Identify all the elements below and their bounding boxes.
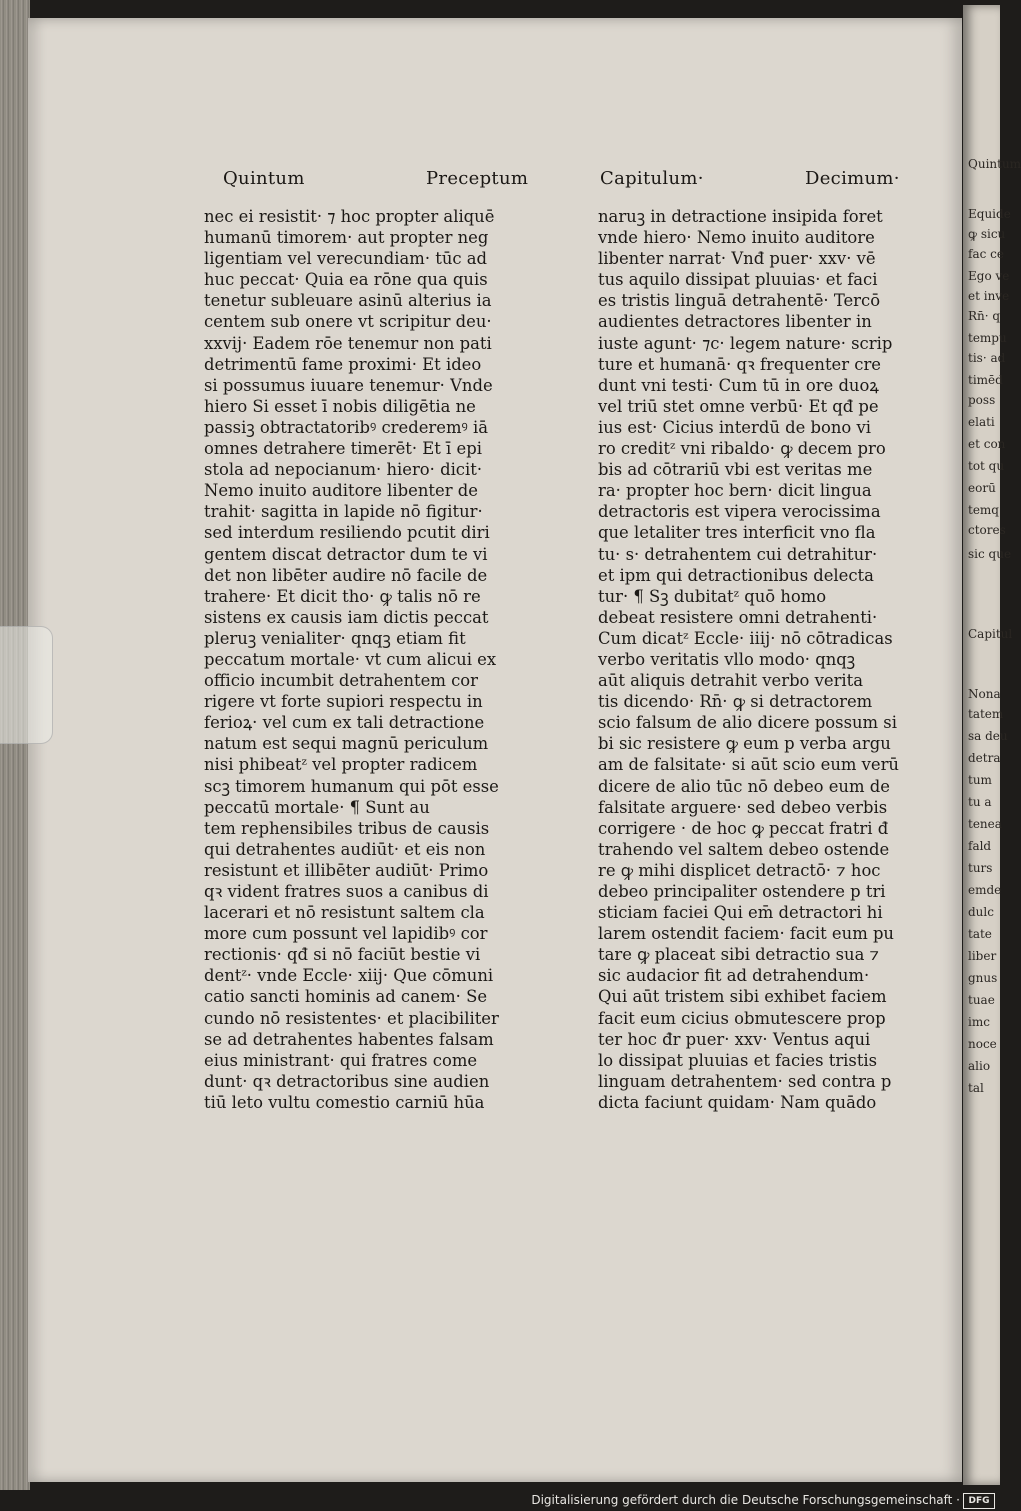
next-page-fragment: Rn̄· q — [968, 309, 1001, 323]
next-page-fragment: tatem — [968, 707, 1004, 721]
text-line: tur· ¶ Sꝫ dubitatᶻ quō homo — [598, 586, 827, 606]
next-page-fragment: noce — [968, 1037, 997, 1051]
text-line: re ꝙ mihi displicet detractō· ⁊ hoc — [598, 860, 881, 880]
next-page-fragment: ctores — [968, 523, 1006, 537]
text-line: linguam detrahentem· sed contra p — [598, 1071, 892, 1091]
next-page-fragment: Capitul — [968, 627, 1013, 641]
text-line: nec ei resistit· ⁊ hoc propter aliquē — [204, 207, 495, 226]
text-line: se ad detrahentes habentes falsam — [204, 1029, 494, 1049]
text-line: sticiam faciei Qui em̄ detractori hi — [598, 903, 883, 923]
next-page-fragment: emde — [968, 883, 1002, 897]
text-line: ferioꝝ· vel cum ex tali detractione — [204, 713, 485, 733]
text-line: dunt vni testi· Cum tū in ore duoꝝ — [598, 375, 879, 395]
text-line: scio falsum de alio dicere possum si — [598, 713, 897, 733]
text-line: dunt· qꝛ detractoribus sine audien — [204, 1071, 490, 1091]
next-page-fragment: Nona — [968, 687, 1001, 701]
text-line: aūt aliquis detrahit verbo verita — [598, 671, 864, 691]
text-column-right — [598, 206, 898, 1113]
next-page-fragment: liber — [968, 949, 997, 963]
text-line: si possumus iuuare tenemur· Vnde — [204, 375, 493, 395]
text-line: larem ostendit faciem· facit eum pu — [598, 924, 894, 944]
text-line: bis ad cōtrariū vbi est veritas me — [598, 460, 873, 480]
text-line: catio sancti hominis ad canem· Se — [204, 987, 488, 1007]
text-line: sed interdum resiliendo pcutit diri — [204, 523, 490, 543]
text-line: tem rephensibiles tribus de causis — [204, 818, 490, 838]
text-line: tus aquilo dissipat pluuias· et faci — [598, 270, 878, 290]
text-line: am de falsitate· si aūt scio eum verū — [598, 755, 899, 775]
next-page-fragment: sic que — [968, 547, 1012, 561]
next-page-fragment: tis· ad — [968, 351, 1006, 365]
next-page-fragment: eorū — [968, 481, 996, 495]
text-line: sic audacior fit ad detrahendum· — [598, 966, 870, 986]
text-line: que letaliter tres interficit vno fla — [598, 523, 876, 543]
footer-bar — [0, 1490, 1000, 1511]
text-line: eius ministrant· qui fratres come — [204, 1050, 478, 1070]
text-line: qui detrahentes audiūt· et eis non — [204, 839, 486, 859]
text-line: resistunt et illibēter audiūt· Primo — [204, 860, 489, 880]
next-page-fragment: tate — [968, 927, 992, 941]
next-page-fragment: et inve — [968, 289, 1010, 303]
text-line: trahere· Et dicit tho· ꝙ talis nō re — [204, 586, 481, 606]
running-head-capitulum: Capitulum· — [600, 168, 704, 189]
text-line: centem sub onere vt scripitur deu· — [204, 312, 492, 332]
text-line: huc peccat· Quia ea rōne qua quis — [204, 270, 488, 290]
next-page-fragment: timēd — [968, 373, 1003, 387]
text-line: ro creditᶻ vni ribaldo· ꝙ decem pro — [598, 439, 886, 459]
text-line: dicere de alio tūc nō debeo eum de — [598, 776, 890, 796]
next-page-fragment: tuae — [968, 993, 995, 1007]
text-line: vnde hiero· Nemo inuito auditore — [598, 228, 875, 248]
text-line: ligentiam vel verecundiam· tūc ad — [204, 249, 488, 269]
bookmark-tab — [0, 626, 53, 744]
text-line: ture et humanā· qꝛ frequenter cre — [598, 354, 881, 374]
text-line: ius est· Cicius interdū de bono vi — [598, 417, 871, 437]
text-line: es tristis linguā detrahentē· Tercō — [598, 291, 881, 311]
next-page-fragment: dulc — [968, 905, 994, 919]
text-line: passiꝫ obtractatoribꝰ crederemꝰ iā — [204, 417, 488, 437]
text-line: qꝛ vident fratres suos a canibus di — [204, 882, 489, 901]
text-line: pleruꝫ venialiter· qnqꝫ etiam fit — [204, 628, 466, 648]
text-line: nisi phibeatᶻ vel propter radicem — [204, 755, 478, 775]
text-line: tare ꝙ placeat sibi detractio sua ⁊ — [598, 945, 879, 965]
next-page-fragment: tal — [968, 1081, 984, 1095]
text-line: officio incumbit detrahentem cor — [204, 671, 478, 691]
next-page-fragment: elati — [968, 415, 995, 429]
text-line: bi sic resistere ꝙ eum p verba argu — [598, 734, 891, 754]
text-line: lo dissipat pluuias et facies tristis — [598, 1050, 878, 1070]
next-page-fragment: temq — [968, 503, 999, 517]
running-head-preceptum: Preceptum — [426, 168, 529, 189]
text-line: vel triū stet omne verbū· Et qđ pe — [598, 396, 879, 416]
next-page-fragment: gnus — [968, 971, 998, 985]
text-column-left — [204, 206, 526, 1113]
text-line: rectionis· qđ si nō faciūt bestie vi — [204, 945, 481, 965]
text-line: tu· s· detrahentem cui detrahitur· — [598, 544, 878, 564]
text-line: more cum possunt vel lapidibꝰ cor — [204, 924, 488, 944]
text-line: det non libēter audire nō facile de — [204, 565, 488, 585]
text-line: ter hoc đr puer· xxv· Ventus aqui — [598, 1029, 871, 1049]
text-line: falsitate arguere· sed debeo verbis — [598, 797, 888, 817]
next-page-fragment: turs — [968, 861, 993, 875]
next-page-fragment: Equide — [968, 207, 1011, 221]
text-line: natum est sequi magnū periculum — [204, 734, 489, 754]
text-line: Qui aūt tristem sibi exhibet faciem — [598, 987, 887, 1007]
text-line: verbo veritatis vllo modo· qnqꝫ — [598, 649, 856, 669]
book-page — [28, 18, 962, 1482]
text-line: dentᶻ· vnde Eccle· xiij· Que cōmuni — [204, 966, 494, 986]
text-line: detractoris est vipera verocissima — [598, 502, 881, 522]
text-line: dicta faciunt quidam· Nam quādo — [598, 1092, 877, 1112]
text-line: peccatū mortale· ¶ Sunt au — [204, 797, 430, 817]
text-line: iuste agunt· ⁊c· legem nature· scrip — [598, 333, 893, 353]
text-line: sistens ex causis iam dictis peccat — [204, 607, 489, 627]
text-line: ra· propter hoc bern· dicit lingua — [598, 481, 872, 501]
running-head-decimum: Decimum· — [805, 168, 900, 189]
page-stack-edge — [0, 0, 30, 1490]
text-line: Cum dicatᶻ Eccle· iiij· nō cōtradicas — [598, 628, 893, 648]
text-line: debeat resistere omni detrahenti· — [598, 607, 878, 627]
next-page-fragment: fald — [968, 839, 992, 853]
next-page-fragment: detra — [968, 751, 1001, 765]
next-page-fragment: alio — [968, 1059, 991, 1073]
text-line: rigere vt forte supiori respectu in — [204, 692, 483, 712]
next-page-fragment: Quintum — [968, 157, 1021, 171]
text-line: tenetur subleuare asinū alterius ia — [204, 291, 492, 311]
text-line: trahit· sagitta in lapide nō figitur· — [204, 502, 483, 522]
text-line: et ipm qui detractionibus delecta — [598, 565, 874, 585]
text-line: omnes detrahere timerēt· Et ī epi — [204, 439, 482, 459]
text-line: trahendo vel saltem debeo ostende — [598, 839, 890, 859]
text-line: stola ad nepocianum· hiero· dicit· — [204, 460, 483, 480]
next-page-fragment: poss — [968, 393, 996, 407]
next-page-fragment: Ego ve — [968, 269, 1010, 283]
next-page-fragment: sa deu — [968, 729, 1008, 743]
text-line: xxvij· Eadem rōe tenemur non pati — [204, 333, 492, 353]
text-line: Nemo inuito auditore libenter de — [204, 481, 478, 501]
text-line: tiū leto vultu comestio carniū hūa — [204, 1092, 485, 1112]
text-line: gentem discat detractor dum te vi — [204, 544, 488, 564]
next-page-fragment: tu a — [968, 795, 992, 809]
next-page-fragment: et con — [968, 437, 1006, 451]
text-line: humanū timorem· aut propter neg — [204, 228, 489, 248]
text-line: lacerari et nō resistunt saltem cla — [204, 903, 485, 923]
next-page-fragment: tenea — [968, 817, 1002, 831]
next-page-fragment: fac ce — [968, 247, 1004, 261]
next-page-fragment: tot qu — [968, 459, 1005, 473]
next-page-fragment: tum — [968, 773, 992, 787]
text-line: libenter narrat· Vnđ puer· xxv· vē — [598, 249, 876, 269]
text-line: audientes detractores libenter in — [598, 312, 872, 332]
next-page-fragment: ꝙ sicu — [968, 227, 1006, 241]
next-page-edge — [963, 5, 1021, 1485]
text-line: hiero Si esset ī nobis diligētia ne — [204, 396, 476, 416]
text-line: corrigere · de hoc ꝙ peccat fratri đ — [598, 818, 889, 838]
text-line: peccatum mortale· vt cum alicui ex — [204, 649, 497, 669]
text-line: facit eum cicius obmutescere prop — [598, 1008, 886, 1028]
text-line: cundo nō resistentes· et placibiliter — [204, 1008, 499, 1028]
text-line: debeo principaliter ostendere p tri — [598, 882, 886, 901]
next-page-fragment: tempu — [968, 331, 1007, 345]
text-line: scꝫ timorem humanum qui pōt esse — [204, 776, 499, 796]
text-line: detrimentū fame proximi· Et ideo — [204, 354, 482, 374]
footer-credit: Digitalisierung gefördert durch die Deutsche Forschungsgemeinschaft · — [531, 1493, 960, 1507]
dfg-logo-icon: DFG — [963, 1493, 995, 1509]
text-line: tis dicendo· Rn̄· ꝙ si detractorem — [598, 692, 873, 712]
running-head-quintum: Quintum — [223, 168, 305, 189]
next-page-fragment: imc — [968, 1015, 990, 1029]
text-line: naruꝫ in detractione insipida foret — [598, 207, 883, 226]
